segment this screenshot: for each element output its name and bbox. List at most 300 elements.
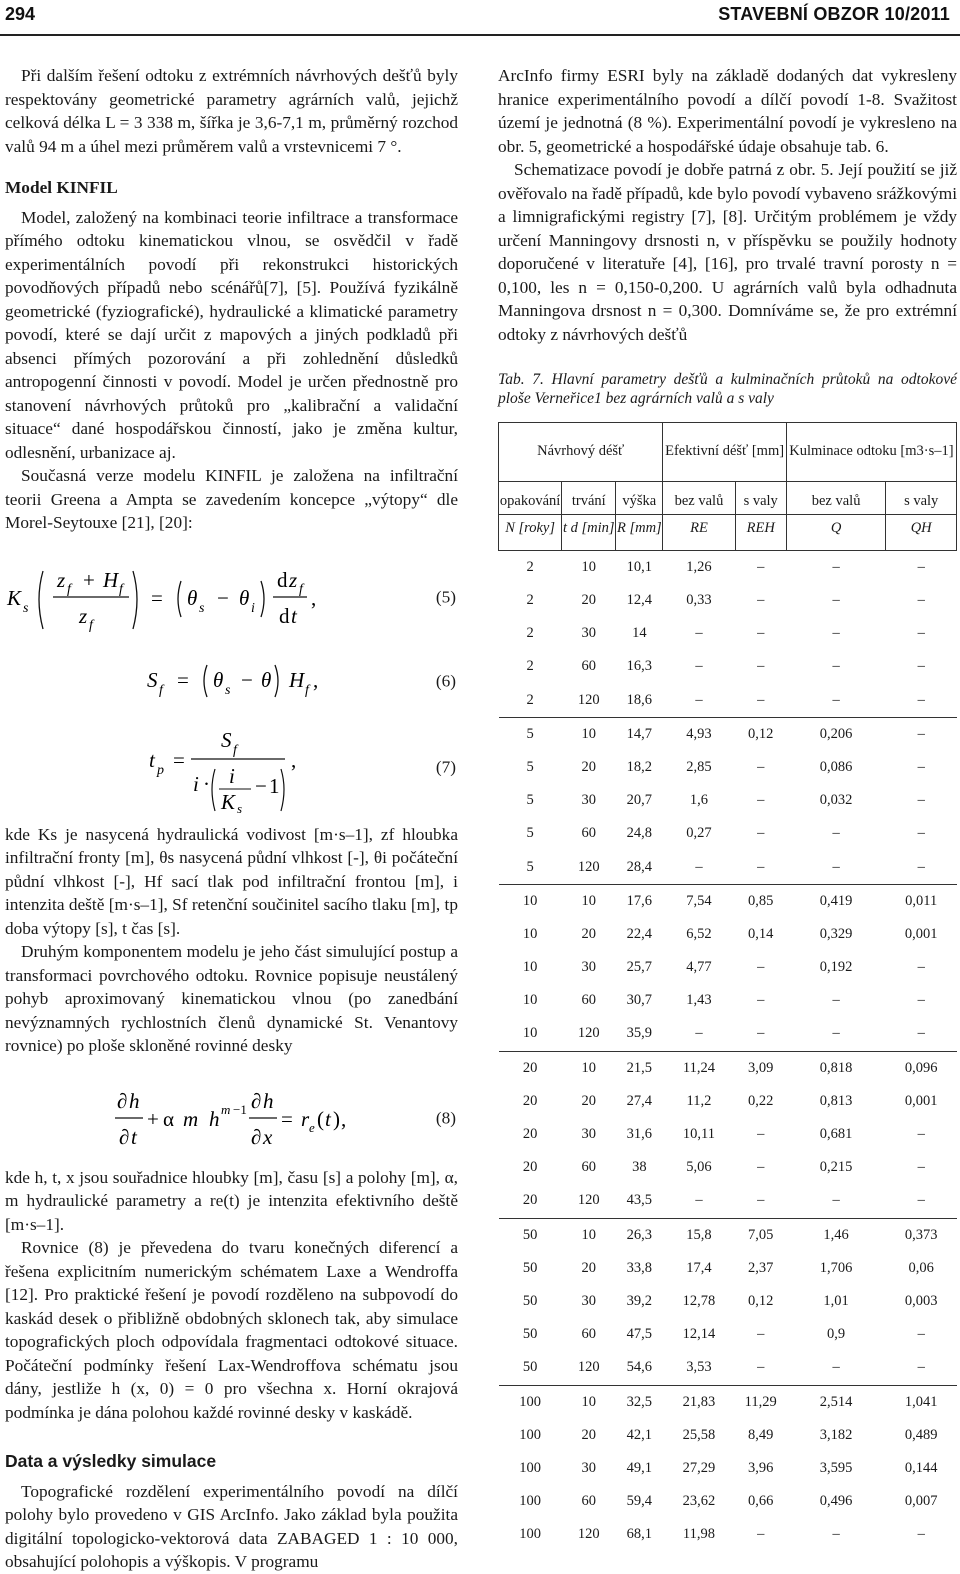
table-cell: 20	[581, 592, 596, 609]
table-row	[499, 684, 957, 718]
table-cell: 10	[562, 1218, 616, 1252]
table-cell: 5	[499, 717, 562, 751]
table-row	[499, 617, 957, 650]
table-cell: –	[832, 1526, 840, 1543]
table-row	[499, 851, 957, 885]
table-cell: 38	[632, 1159, 647, 1176]
paragraph: Současná verze modelu KINFIL je založena na infiltrační teorii Greena a Ampta se zavedením koncepce „výtopy“ dle Morel-Seytouxe [21], [20]:	[5, 466, 458, 532]
table-cell: 100	[519, 1426, 541, 1443]
svg-text:x: x	[263, 1124, 273, 1149]
table-row	[499, 784, 957, 817]
table-cell: 10	[562, 717, 616, 751]
table-cell: 23,62	[682, 1493, 716, 1510]
svg-text:·: ·	[203, 771, 210, 796]
table-column-symbol: Q	[786, 514, 886, 551]
table-cell: 0,001	[904, 1092, 938, 1109]
table-row	[499, 1485, 957, 1518]
table-cell: –	[917, 792, 925, 809]
table-cell: 100	[519, 1526, 541, 1543]
paragraph: ArcInfo firmy ESRI byly na základě dodaných dat vykresleny hranice experimentálního povodí a dílčí povodí 1-8. Svažitost území je jednotná (8 %). Experimentální povodí je vykresleno na obr. 5, geometrické a hospodářské údaje obsahuje tab. 6.	[498, 66, 957, 156]
table-cell: 0,215	[819, 1159, 853, 1176]
table-cell: 30	[581, 1292, 596, 1309]
svg-text:p: p	[157, 762, 164, 778]
table-cell: –	[757, 1192, 765, 1209]
table-cell: 30	[581, 1459, 596, 1476]
table-cell: 10	[499, 884, 562, 918]
table-cell: –	[917, 658, 925, 675]
equation-7	[5, 717, 458, 817]
table-7	[498, 422, 957, 1552]
right-column	[498, 64, 957, 1552]
table-cell: 25,58	[682, 1426, 716, 1443]
table-cell: 7,05	[735, 1218, 786, 1252]
table-cell: 20	[522, 1126, 538, 1143]
table-cell: 0,206	[786, 717, 886, 751]
svg-text:θ: θ	[239, 585, 250, 610]
table-cell: –	[886, 551, 957, 585]
table-cell: 20	[581, 1259, 596, 1276]
table-cell: 4,77	[686, 959, 712, 976]
table-cell: –	[917, 858, 925, 875]
table-cell: 60	[581, 1159, 596, 1176]
svg-text:z: z	[79, 603, 88, 628]
left-column	[5, 64, 458, 1574]
table-cell: 39,2	[626, 1292, 653, 1309]
table-cell: 60	[581, 992, 596, 1009]
table-cell: 0,12	[748, 1292, 774, 1309]
svg-text:t: t	[131, 1124, 137, 1149]
equation-8	[5, 1076, 458, 1160]
table-cell: 0,011	[886, 884, 957, 918]
table-cell: 50	[522, 1326, 538, 1343]
table-cell: 120	[577, 1025, 600, 1042]
header-rule	[0, 34, 960, 36]
table-cell: 10	[562, 884, 616, 918]
table-cell: –	[917, 625, 925, 642]
table-column-symbol: N [roky]	[499, 514, 562, 551]
svg-text:K: K	[221, 789, 236, 814]
table-cell: 10	[522, 959, 538, 976]
table-cell: 21,83	[663, 1385, 735, 1419]
table-cell: 26,3	[616, 1218, 663, 1252]
svg-text:s: s	[225, 682, 231, 698]
table-cell: 14,7	[616, 717, 663, 751]
table-cell: 0,192	[819, 959, 853, 976]
table-cell: 32,5	[616, 1385, 663, 1419]
paragraph: Schematizace povodí je dobře patrná z obr. 5. Její použití se již ověřovalo na řadě případů, kde bylo povodí vybaveno srážkovými a limnigrafickými registry [7], [8]. Určitým problémem je vždy určení Manningovy drsnosti n, v příspěvku se použily hodnoty doporučené v literatuře [4], [16], pro trvalé travní porosty n = 0,100, les n = 0,150-0,200. U agrárních valů byla odhadnuta Manningova drsnost n = 0,300. Domníváme se, že pro extrémní odtoky z návrhových dešťů	[498, 160, 957, 344]
table-cell: –	[917, 992, 925, 1009]
table-cell: 0,373	[886, 1218, 957, 1252]
table-row	[499, 818, 957, 851]
table-cell: –	[695, 1192, 703, 1209]
table-cell: 6,52	[686, 925, 712, 942]
table-cell: 5	[526, 792, 534, 809]
table-cell: –	[917, 758, 925, 775]
table-row	[499, 1018, 957, 1052]
svg-text:,: ,	[313, 667, 319, 692]
paragraph: Druhým komponentem modelu je jeho část simulující postup a transformaci povrchového odtoku. Rovnice popisuje neustálený pohyb aproximovaný kinematickou vlnou (po zanedbání nevýznamných rychlostních členů dynamické St. Venantovy rovnice) po ploše skloněné rovinné desky	[5, 942, 458, 1055]
table-cell: 54,6	[626, 1359, 653, 1376]
table-column-title: opakování	[499, 482, 562, 515]
svg-text:i: i	[193, 771, 199, 796]
table-row	[499, 1419, 957, 1452]
table-cell: –	[832, 825, 840, 842]
table-column-symbol: R [mm]	[616, 514, 663, 551]
table-group-header: Kulminace odtoku [m3·s–1]	[786, 423, 956, 482]
svg-text:d: d	[279, 603, 290, 628]
table-cell: 1,01	[823, 1292, 849, 1309]
svg-text:∂: ∂	[251, 1088, 262, 1113]
svg-text:z: z	[57, 567, 66, 592]
svg-text:θ: θ	[261, 667, 272, 692]
table-cell: 0,329	[819, 925, 853, 942]
table-cell: –	[917, 1359, 925, 1376]
svg-text:+: +	[83, 567, 95, 592]
svg-text:t: t	[325, 1106, 331, 1131]
table-cell: 0,27	[686, 825, 712, 842]
table-cell: 0,144	[904, 1459, 938, 1476]
table-row	[499, 1185, 957, 1219]
table-cell: –	[917, 825, 925, 842]
table-cell: –	[832, 691, 840, 708]
table-cell: 30	[581, 625, 596, 642]
table-cell: –	[832, 658, 840, 675]
table-row	[499, 1151, 957, 1184]
svg-text:i: i	[229, 763, 235, 788]
table-cell: 27,4	[626, 1092, 653, 1109]
table-cell: –	[832, 625, 840, 642]
table-cell: 5	[526, 858, 534, 875]
table-cell: 2,37	[748, 1259, 774, 1276]
table-cell: 30	[581, 792, 596, 809]
table-cell: 18,2	[626, 758, 653, 775]
svg-text:θ: θ	[213, 667, 224, 692]
table-cell: 3,595	[819, 1459, 853, 1476]
table-cell: –	[757, 1126, 765, 1143]
table-cell: –	[917, 1192, 925, 1209]
table-row	[499, 951, 957, 984]
table-cell: 1,706	[819, 1259, 853, 1276]
svg-text:h: h	[263, 1088, 274, 1113]
table-cell: 11,98	[682, 1526, 716, 1543]
table-row	[499, 1318, 957, 1351]
table-cell: 0,419	[786, 884, 886, 918]
svg-text:f: f	[299, 581, 303, 597]
svg-text:d: d	[277, 567, 288, 592]
paragraph: Topografické rozdělení experimentálního povodí na dílčí polohy bylo provedeno v GIS ArcInfo. Jako základ byla použita digitální topologicko-vektorová data ZABAGED 1 : 10 000, obsahující polohopis a výškopis. V programu	[5, 1481, 458, 1571]
svg-text:s: s	[23, 600, 29, 616]
equation-number: (6)	[435, 670, 456, 690]
table-column-symbol: REH	[735, 514, 786, 551]
svg-text:e: e	[309, 1119, 315, 1135]
table-row	[499, 1452, 957, 1485]
paragraph: kde Ks je nasycená hydraulická vodivost [m·s–1], zf hloubka infiltrační fronty [m], θs nasycená půdní vlhkost [-], θi počáteční půdní vlhkost [-], Hf sací tlak pod infiltrační frontou [m], i intenzita deště [m·s–1], Sf retenční součinitel sacího tlaku [m], tp doba výtopy [s], t čas [s].	[5, 824, 458, 938]
table-cell: 0,66	[748, 1493, 774, 1510]
table-cell: 10	[562, 551, 616, 585]
table-cell: 0,003	[904, 1292, 938, 1309]
table-cell: –	[917, 1025, 925, 1042]
table-cell: 10	[522, 1025, 538, 1042]
paragraph: kde h, t, x jsou souřadnice hloubky [m], času [s] a polohy [m], α, m hydraulické parametry a re(t) je intenzita efektivního deště [m·s–1].	[5, 1167, 458, 1234]
svg-text:=: =	[177, 667, 189, 692]
table-cell: 10	[562, 1385, 616, 1419]
svg-text:,: ,	[291, 747, 297, 772]
table-row	[499, 1285, 957, 1318]
table-row	[499, 984, 957, 1017]
equation-5-formula	[5, 549, 425, 645]
table-cell: 0,14	[748, 925, 774, 942]
table-cell: 27,29	[682, 1459, 716, 1476]
table-column-symbols	[499, 514, 957, 551]
table-cell: 0,007	[904, 1493, 938, 1510]
table-cell: –	[735, 551, 786, 585]
table-cell: 12,4	[626, 592, 653, 609]
table-cell: 120	[577, 691, 600, 708]
table-row	[499, 1218, 957, 1252]
svg-text:s: s	[237, 800, 243, 816]
table-cell: 0,086	[819, 758, 853, 775]
table-cell: 8,49	[748, 1426, 774, 1443]
table-column-symbol: RE	[663, 514, 735, 551]
table-body	[499, 551, 957, 1552]
table-cell: 20	[581, 1426, 596, 1443]
table-cell: 50	[499, 1218, 562, 1252]
table-cell: 17,6	[616, 884, 663, 918]
table-cell: –	[757, 825, 765, 842]
table-cell: –	[832, 1025, 840, 1042]
table-cell: 1,43	[686, 992, 712, 1009]
svg-text:,: ,	[341, 1106, 347, 1131]
table-cell: –	[757, 1359, 765, 1376]
svg-text:i: i	[251, 600, 255, 616]
svg-text:t: t	[149, 747, 155, 772]
table-cell: 11,29	[735, 1385, 786, 1419]
page-number: 294	[5, 4, 36, 24]
table-cell: 2,85	[686, 758, 712, 775]
paragraph: Při dalším řešení odtoku z extrémních návrhových dešťů byly respektovány geometrické parametry agrárních valů, jejichž celková délka L = 3 338 m, šířka je 3,6-7,1 m, průměrný rozchod valů 94 m a úhel mezi průměrem valů a vrstevnicemi 7 °.	[5, 66, 458, 156]
table-row	[499, 717, 957, 751]
section-heading-data: Data a výsledky simulace	[5, 1451, 217, 1471]
svg-text:−: −	[217, 585, 229, 610]
table-cell: 43,5	[626, 1192, 653, 1209]
svg-text:−1: −1	[233, 1101, 247, 1117]
table-cell: 60	[581, 1493, 596, 1510]
table-cell: –	[757, 758, 765, 775]
table-cell: 20	[522, 1092, 538, 1109]
table-cell: 5,06	[686, 1159, 712, 1176]
table-cell: 10	[522, 992, 538, 1009]
svg-text:H: H	[103, 567, 119, 592]
table-row	[499, 584, 957, 617]
table-cell: 31,6	[626, 1126, 653, 1143]
table-row	[499, 651, 957, 684]
svg-text:=: =	[151, 585, 163, 610]
table-cell: –	[757, 792, 765, 809]
svg-text:h: h	[129, 1088, 140, 1113]
svg-text:∂: ∂	[251, 1124, 262, 1149]
svg-text:−: −	[241, 667, 253, 692]
table-cell: 12,14	[682, 1326, 716, 1343]
table-cell: 5	[526, 825, 534, 842]
table-cell: 22,4	[626, 925, 653, 942]
table-cell: –	[832, 1192, 840, 1209]
svg-text:=: =	[173, 747, 185, 772]
table-cell: 0,001	[904, 925, 938, 942]
table-cell: –	[917, 1526, 925, 1543]
table-cell: –	[757, 1526, 765, 1543]
table-cell: 0,489	[904, 1426, 938, 1443]
table-cell: 25,7	[626, 959, 653, 976]
table-cell: –	[695, 858, 703, 875]
svg-text:−: −	[255, 773, 267, 798]
table-cell: 50	[522, 1259, 538, 1276]
svg-text:K: K	[7, 585, 22, 610]
table-row	[499, 1085, 957, 1118]
table-caption: Tab. 7. Hlavní parametry dešťů a kulminačních průtoků na odtokové ploše Verneřice1 bez agrárních valů a s valy	[498, 371, 957, 407]
table-cell: 11,24	[663, 1051, 735, 1085]
table-cell: 60	[581, 1326, 596, 1343]
table-cell: 1,041	[886, 1385, 957, 1419]
table-cell: –	[695, 691, 703, 708]
table-column-symbol: t d [min]	[562, 514, 616, 551]
svg-text:H: H	[289, 667, 305, 692]
table-cell: 10	[522, 925, 538, 942]
section-heading-kinfil: Model KINFIL	[5, 178, 118, 197]
table-cell: –	[757, 1326, 765, 1343]
table-cell: –	[695, 658, 703, 675]
table-cell: 4,93	[663, 717, 735, 751]
svg-text:∂: ∂	[117, 1088, 128, 1113]
equation-6	[5, 651, 458, 711]
table-cell: –	[786, 551, 886, 585]
equation-8-formula	[5, 1076, 425, 1160]
table-cell: 20	[499, 1051, 562, 1085]
paragraph: Model, založený na kombinaci teorie infiltrace a transformace přímého odtoku kinematickou vlnou, se osvědčil v řadě experimentálních povodí při rekonstrukci historických povodňových případů nebo scénářů[7], [5]. Používá fyzikálně geometrické (fyziografické), hydraulické a klimatické parametry povodí, které se dají určit z mapových a jiných podkladů při absenci přímých pozorování a při zohlednění důsledků antropogenní činnosti v povodí. Model je určen přednostně pro stanovení návrhových průtoků pro „kalibrační a validační situace“ dané hospodářskou činností, jako je změna kultur, odlesnění, urbanizace aj.	[5, 207, 458, 462]
table-cell: 20	[522, 1159, 538, 1176]
table-cell: 50	[522, 1292, 538, 1309]
table-cell: 28,4	[626, 858, 653, 875]
table-cell: –	[757, 691, 765, 708]
table-cell: 49,1	[626, 1459, 653, 1476]
svg-text:(: (	[317, 1106, 324, 1131]
table-cell: 33,8	[626, 1259, 653, 1276]
table-cell: 50	[522, 1359, 538, 1376]
table-row	[499, 1518, 957, 1551]
svg-text:s: s	[199, 600, 205, 616]
table-cell: 0,818	[786, 1051, 886, 1085]
table-cell: 2,514	[786, 1385, 886, 1419]
table-row	[499, 551, 957, 585]
table-cell: 120	[577, 1526, 600, 1543]
table-cell: –	[757, 592, 765, 609]
table-cell: 14	[632, 625, 647, 642]
table-cell: 20	[581, 925, 596, 942]
svg-text:f: f	[119, 581, 123, 597]
equation-6-formula	[5, 651, 425, 711]
table-column-title: s valy	[886, 482, 957, 515]
table-cell: 20	[581, 1092, 596, 1109]
table-cell: –	[917, 691, 925, 708]
table-cell: 20	[522, 1192, 538, 1209]
table-cell: 30,7	[626, 992, 653, 1009]
svg-text:1: 1	[269, 773, 280, 798]
svg-text:t: t	[291, 603, 297, 628]
table-cell: 0,85	[735, 884, 786, 918]
table-row	[499, 1385, 957, 1419]
svg-text:m: m	[183, 1106, 199, 1131]
table-cell: 3,53	[686, 1359, 712, 1376]
table-cell: 3,182	[819, 1426, 853, 1443]
table-cell: 120	[577, 858, 600, 875]
table-cell: 3,96	[748, 1459, 774, 1476]
table-row	[499, 884, 957, 918]
table-row	[499, 1118, 957, 1151]
table-cell: 0,681	[819, 1126, 853, 1143]
svg-text:∂: ∂	[119, 1124, 130, 1149]
table-cell: 0,496	[819, 1493, 853, 1510]
table-row	[499, 751, 957, 784]
table-cell: 60	[581, 825, 596, 842]
table-cell: 20,7	[626, 792, 653, 809]
equation-number: (7)	[435, 756, 456, 776]
table-cell: –	[695, 625, 703, 642]
table-cell: 35,9	[626, 1025, 653, 1042]
table-cell: 47,5	[626, 1326, 653, 1343]
table-cell: 0,33	[686, 592, 712, 609]
table-cell: 0,9	[827, 1326, 846, 1343]
svg-text:f: f	[67, 581, 71, 597]
table-cell: 0,22	[748, 1092, 774, 1109]
table-row	[499, 918, 957, 951]
table-row	[499, 1352, 957, 1386]
table-cell: –	[832, 592, 840, 609]
table-cell: 7,54	[663, 884, 735, 918]
table-row	[499, 1252, 957, 1285]
table-cell: 30	[581, 959, 596, 976]
table-cell: –	[757, 1159, 765, 1176]
table-cell: 18,6	[626, 691, 653, 708]
table-cell: 100	[519, 1493, 541, 1510]
table-group-header: Efektivní déšť [mm]	[663, 423, 786, 482]
table-cell: 30	[581, 1126, 596, 1143]
svg-text:f: f	[305, 682, 309, 698]
table-cell: –	[757, 992, 765, 1009]
table-cell: 0,06	[908, 1259, 934, 1276]
table-cell: 0,813	[819, 1092, 853, 1109]
table-cell: 2	[526, 625, 534, 642]
svg-text:f: f	[89, 617, 93, 633]
table-column-title: bez valů	[786, 482, 886, 515]
table-cell: 100	[519, 1459, 541, 1476]
table-cell: –	[917, 959, 925, 976]
svg-text:S: S	[221, 727, 232, 752]
table-cell: 60	[581, 658, 596, 675]
table-cell: 12,78	[682, 1292, 716, 1309]
table-group-header: Návrhový déšť	[499, 423, 663, 482]
paragraph: Rovnice (8) je převedena do tvaru konečných diferencí a řešena explicitním numerickým schématem Laxe a Wendroffa [12]. Pro praktické řešení je povodí rozděleno na subpovodí do kaskád desek o přibližně obdobných sklonech tak, aby simulace topografických ploch odpovídala fragmentaci odtokové situace. Počáteční podmínky řešení Lax-Wendroffova schématu jsou dány, jestliže h (x, 0) = 0 pro všechna x. Horní okrajová podmínka je dána polohou každé rovinné desky v kaskádě.	[5, 1238, 458, 1422]
table-cell: –	[832, 1359, 840, 1376]
table-cell: 15,8	[663, 1218, 735, 1252]
table-cell: –	[757, 1025, 765, 1042]
table-cell: –	[917, 1126, 925, 1143]
table-column-title: s valy	[735, 482, 786, 515]
svg-text:,: ,	[311, 585, 317, 610]
table-cell: 5	[526, 758, 534, 775]
table-cell: 120	[577, 1192, 600, 1209]
table-cell: 0,032	[819, 792, 853, 809]
table-cell: 1,46	[786, 1218, 886, 1252]
svg-text:z: z	[289, 567, 298, 592]
